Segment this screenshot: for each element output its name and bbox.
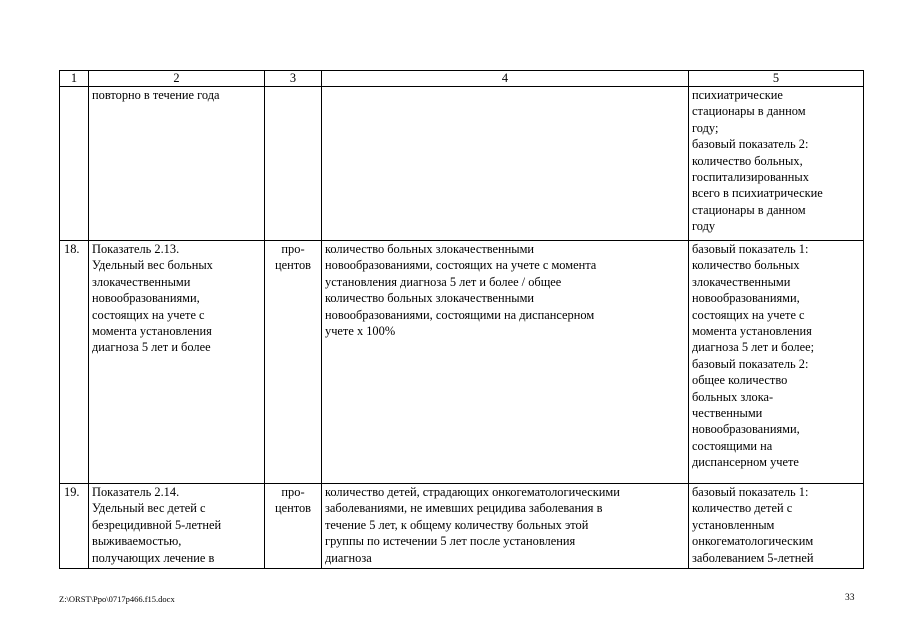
page-number: 33 bbox=[845, 593, 855, 603]
column-header: 1 bbox=[60, 71, 89, 87]
row-number: 19. bbox=[60, 484, 89, 569]
table-header-row bbox=[60, 71, 864, 87]
footer-file-path: Z:\ORST\Ppo\0717p466.f15.docx bbox=[59, 594, 175, 604]
base-indicators-cell: базовый показатель 1: количество детей с установленным онкогематологическим заболеванием 5-летней bbox=[689, 484, 864, 569]
table-row bbox=[60, 484, 864, 569]
base-indicators-cell: базовый показатель 1: количество больных злокачественными новообразованиями, состоящих на учете с момента установления диагноза 5 лет и более; базовый показатель 2: общее количество больных злока- чественными новообразованиями, состоящими на диспансерном учете bbox=[689, 241, 864, 484]
column-header: 4 bbox=[322, 71, 689, 87]
row-number bbox=[60, 87, 89, 241]
row-number: 18. bbox=[60, 241, 89, 484]
unit-cell bbox=[265, 87, 322, 241]
indicator-name: повторно в течение года bbox=[89, 87, 265, 241]
base-indicators-cell: психиатрические стационары в данном году; базовый показатель 2: количество больных, госпитализированных всего в психиатрические стационары в данном году bbox=[689, 87, 864, 241]
formula-cell: количество детей, страдающих онкогематологическими заболеваниями, не имевших рецидива заболевания в течение 5 лет, к общему количеству больных этой группы по истечении 5 лет после установления диагноза bbox=[322, 484, 689, 569]
table-row bbox=[60, 241, 864, 484]
indicator-name: Показатель 2.13. Удельный вес больных злокачественными новообразованиями, состоящих на учете с момента установления диагноза 5 лет и более bbox=[89, 241, 265, 484]
unit-cell: про- центов bbox=[265, 484, 322, 569]
indicator-name: Показатель 2.14. Удельный вес детей с безрецидивной 5-летней выживаемостью, получающих лечение в bbox=[89, 484, 265, 569]
table-row bbox=[60, 87, 864, 241]
indicators-table bbox=[59, 70, 864, 569]
column-header: 2 bbox=[89, 71, 265, 87]
formula-cell: количество больных злокачественными новообразованиями, состоящих на учете с момента установления диагноза 5 лет и более / общее количество больных злокачественными новообразованиями, состоящими на диспансерном учете х 100% bbox=[322, 241, 689, 484]
unit-cell: про- центов bbox=[265, 241, 322, 484]
column-header: 5 bbox=[689, 71, 864, 87]
column-header: 3 bbox=[265, 71, 322, 87]
formula-cell bbox=[322, 87, 689, 241]
